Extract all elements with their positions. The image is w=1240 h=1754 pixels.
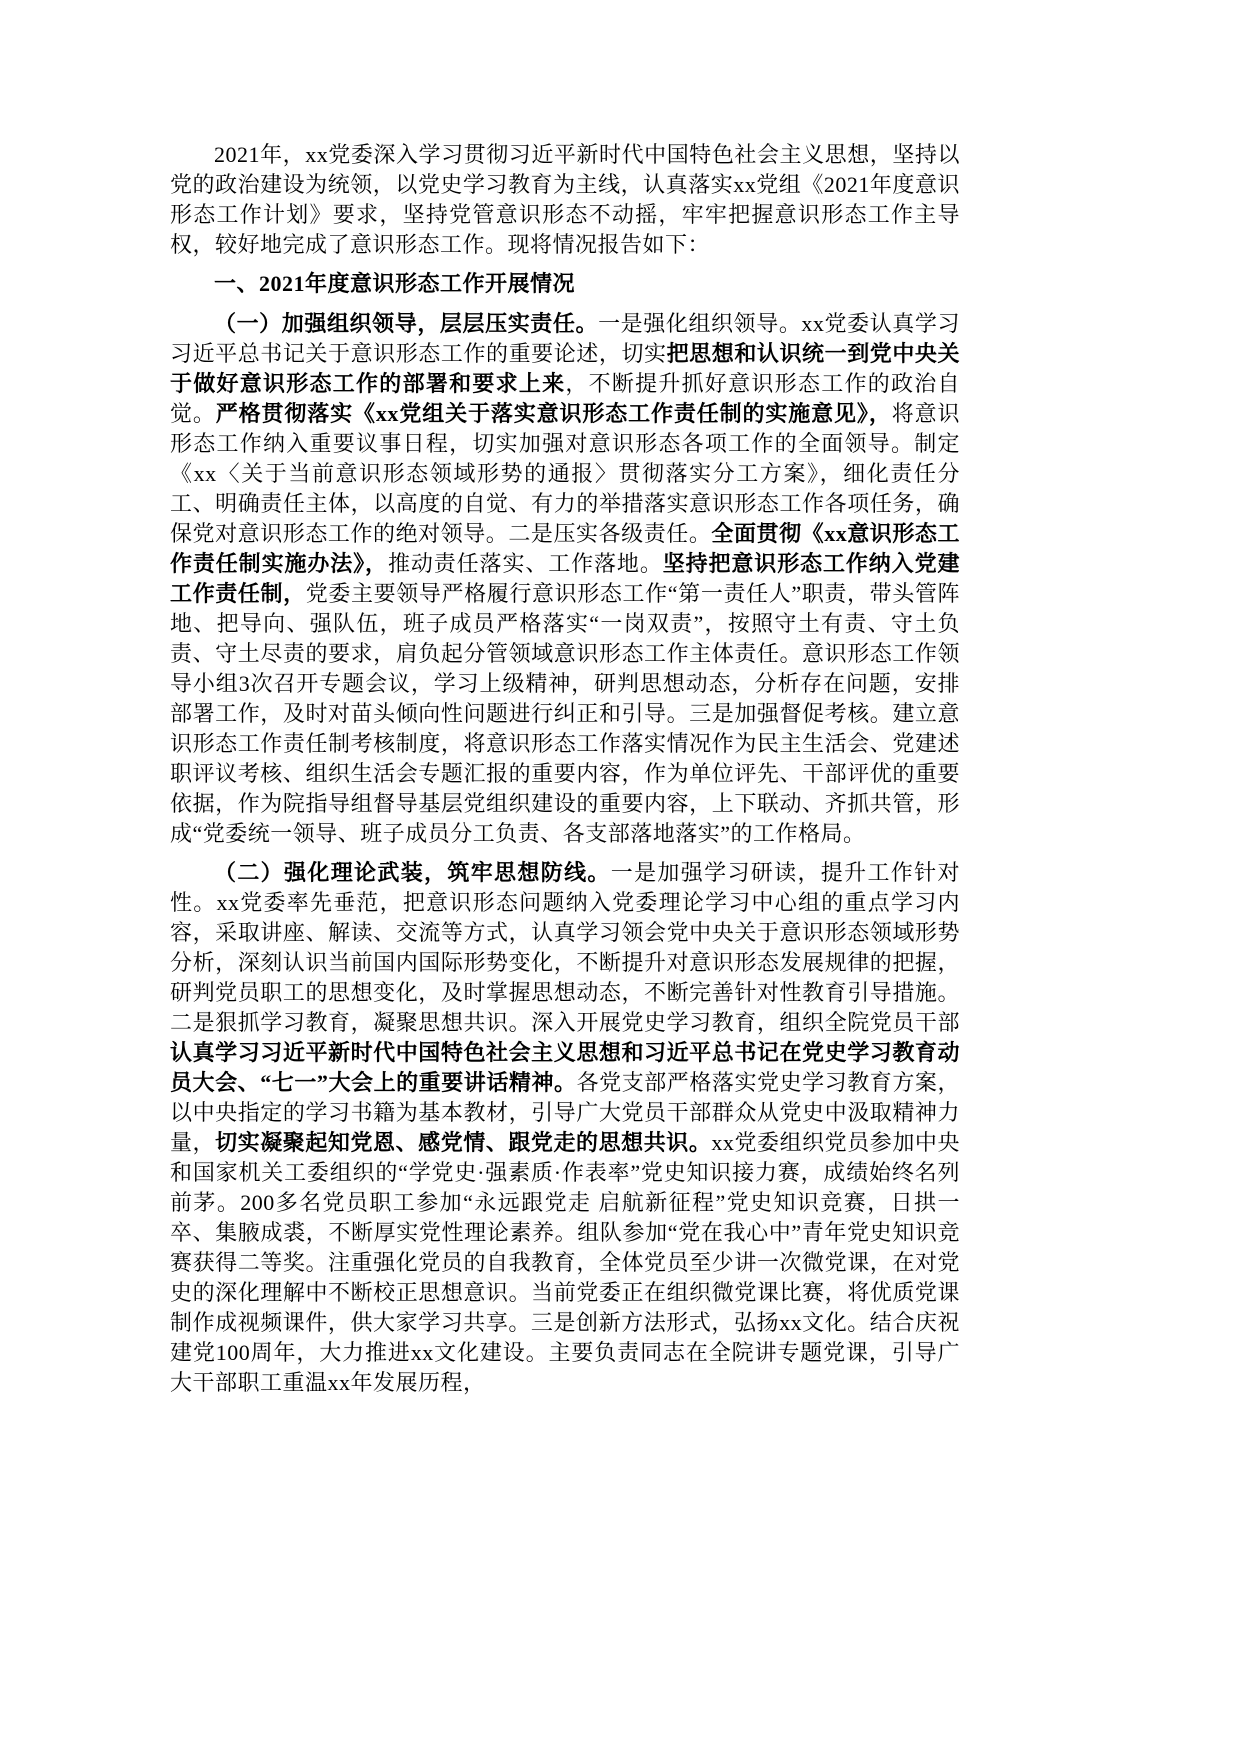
intro-paragraph <box>170 140 960 260</box>
text-run: 一是强化组织领导。xx党委认真学习习近平总书记关于意识形态工作的重要论述，切实 <box>170 311 960 366</box>
text-run: （二）强化理论武装，筑牢思想防线。 <box>214 860 611 885</box>
section-heading-1 <box>170 269 960 299</box>
text-run: 推动责任落实、工作落地。 <box>387 551 663 576</box>
text-run: 坚持把意识形态工作纳入党建工作责任制， <box>170 551 960 606</box>
text-run: 党委主要领导严格履行意识形态工作“第一责任人”职责，带头管阵地、把导向、强队伍，班子成员严格落实“一岗双责”，按照守土有责、守土负责、守土尽责的要求，肩负起分管领域意识形态工作主体责任。意识形态工作领导小组3次召开专题会议，学习上级精神，研判思想动态，分析存在问题，安排部署工作，及时对苗头倾向性问题进行纠正和引导。三是加强督促考核。建立意识形态工作责任制考核制度，将意识形态工作落实情况作为民主生活会、党建述职评议考核、组织生活会专题汇报的重要内容，作为单位评先、干部评优的重要依据，作为院指导组督导基层党组织建设的重要内容，上下联动、齐抓共管，形成“党委统一领导、班子成员分工负责、各支部落地落实”的工作格局。 <box>170 581 960 846</box>
text-run: 2021年，xx党委深入学习贯彻习近平新时代中国特色社会主义思想，坚持以党的政治建设为统领，以党史学习教育为主线，认真落实xx党组《2021年度意识形态工作计划》要求，坚持党管意识形态不动摇，牢牢把握意识形态工作主导权，较好地完成了意识形态工作。现将情况报告如下： <box>170 142 960 257</box>
subsection-2-paragraph <box>170 858 960 1398</box>
text-run: 严格贯彻落实《xx党组关于落实意识形态工作责任制的实施意见》， <box>215 401 892 426</box>
text-run: ，不断提升抓好意识形态工作的政治自觉。 <box>170 371 960 426</box>
text-run: xx党委组织党员参加中央和国家机关工委组织的“学党史·强素质·作表率”党史知识接力赛，成绩始终名列前茅。200多名党员职工参加“永远跟党走 启航新征程”党史知识竞赛，日拱一卒、集腋成裘，不断厚实党性理论素养。组队参加“党在我心中”青年党史知识竞赛获得二等奖。注重强化党员的自我教育，全体党员至少讲一次微党课，在对党史的深化理解中不断校正思想意识。当前党委正在组织微党课比赛，将优质党课制作成视频课件，供大家学习共享。三是创新方法形式，弘扬xx文化。结合庆祝建党100周年，大力推进xx文化建设。主要负责同志在全院讲专题党课，引导广大干部职工重温xx年发展历程， <box>170 1130 960 1395</box>
text-run: 各党支部严格落实党史学习教育方案，以中央指定的学习书籍为基本教材，引导广大党员干部群众从党史中汲取精神力量， <box>170 1070 960 1155</box>
text-run: （一）加强组织领导，层层压实责任。 <box>214 311 599 336</box>
text-run: 一是加强学习研读，提升工作针对性。xx党委率先垂范，把意识形态问题纳入党委理论学习中心组的重点学习内容，采取讲座、解读、交流等方式，认真学习领会党中央关于意识形态领域形势分析，深刻认识当前国内国际形势变化，不断提升对意识形态发展规律的把握，研判党员职工的思想变化，及时掌握思想动态，不断完善针对性教育引导措施。二是狠抓学习教育，凝聚思想共识。深入开展党史学习教育，组织全院党员干部 <box>170 860 960 1035</box>
text-run: 认真学习习近平新时代中国特色社会主义思想和习近平总书记在党史学习教育动员大会、“七一”大会上的重要讲话精神。 <box>170 1040 960 1095</box>
text-run: 切实凝聚起知党恩、感党情、跟党走的思想共识。 <box>215 1130 712 1155</box>
subsection-1-paragraph <box>170 309 960 849</box>
text-run: 将意识形态工作纳入重要议事日程，切实加强对意识形态各项工作的全面领导。制定《xx〈关于当前意识形态领域形势的通报〉贯彻落实分工方案》，细化责任分工、明确责任主体，以高度的自觉、有力的举措落实意识形态工作各项任务，确保党对意识形态工作的绝对领导。二是压实各级责任。 <box>170 401 960 546</box>
text-run: 全面贯彻《xx意识形态工作责任制实施办法》， <box>170 521 960 576</box>
document-body <box>170 140 960 1407</box>
text-run: 把思想和认识统一到党中央关于做好意识形态工作的部署和要求上来 <box>170 341 960 396</box>
text-run: 一、2021年度意识形态工作开展情况 <box>214 271 576 296</box>
